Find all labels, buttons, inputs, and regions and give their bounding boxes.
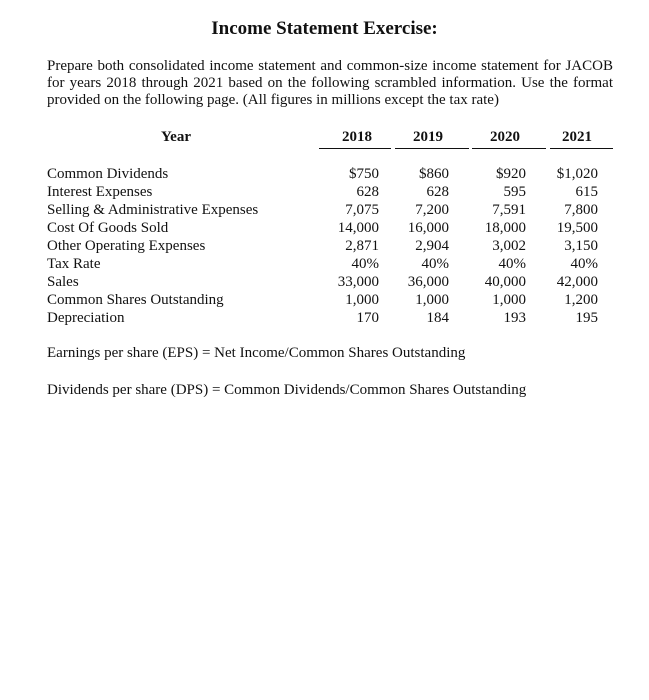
- cell-2021: 19,500: [556, 220, 598, 236]
- cell-2018: 7,075: [345, 202, 379, 218]
- table-row: [0, 255, 649, 273]
- cell-2019: $860: [419, 166, 449, 182]
- header-underline-2019: [395, 148, 469, 149]
- cell-2019: 628: [426, 184, 449, 200]
- cell-2020: 3,002: [492, 238, 526, 254]
- cell-2020: 40%: [498, 256, 526, 272]
- table-row: [0, 165, 649, 183]
- cell-2019: 184: [426, 310, 449, 326]
- eps-formula-note: Earnings per share (EPS) = Net Income/Common Shares Outstanding: [47, 345, 466, 361]
- cell-2020: 595: [503, 184, 526, 200]
- header-underline-2021: [550, 148, 613, 149]
- cell-2021: 1,200: [564, 292, 598, 308]
- cell-2018: 40%: [351, 256, 379, 272]
- row-label: Depreciation: [47, 310, 125, 326]
- cell-2019: 7,200: [415, 202, 449, 218]
- cell-2021: 42,000: [556, 274, 598, 290]
- row-label: Cost Of Goods Sold: [47, 220, 169, 236]
- cell-2018: 170: [356, 310, 379, 326]
- cell-2020: 40,000: [484, 274, 526, 290]
- table-row: [0, 309, 649, 327]
- row-label: Selling & Administrative Expenses: [47, 202, 259, 218]
- cell-2020: 1,000: [492, 292, 526, 308]
- header-underline-2018: [319, 148, 391, 149]
- row-label: Tax Rate: [47, 256, 101, 272]
- cell-2019: 2,904: [415, 238, 449, 254]
- header-underline-2020: [472, 148, 546, 149]
- cell-2021: 615: [575, 184, 598, 200]
- cell-2020: 193: [503, 310, 526, 326]
- table-row: [0, 201, 649, 219]
- cell-2019: 16,000: [407, 220, 449, 236]
- dps-formula-note: Dividends per share (DPS) = Common Dividends/Common Shares Outstanding: [47, 382, 527, 398]
- cell-2021: 195: [575, 310, 598, 326]
- page-title: Income Statement Exercise:: [211, 18, 438, 39]
- row-label: Sales: [47, 274, 79, 290]
- table-row: [0, 273, 649, 291]
- cell-2021: 3,150: [564, 238, 598, 254]
- year-header-2018: 2018: [342, 129, 372, 145]
- table-row: [0, 219, 649, 237]
- instructions-paragraph: Prepare both consolidated income statement and common-size income statement for JACOB for years 2018 through 2021 based on the following scrambled information. Use the format provided on the following page. (All figures in millions except the tax rate): [47, 58, 613, 108]
- row-label: Common Shares Outstanding: [47, 292, 224, 308]
- cell-2018: 14,000: [337, 220, 379, 236]
- table-row: [0, 291, 649, 309]
- cell-2021: $1,020: [556, 166, 598, 182]
- cell-2018: 628: [356, 184, 379, 200]
- table-row: [0, 183, 649, 201]
- row-label: Other Operating Expenses: [47, 238, 206, 254]
- cell-2020: 7,591: [492, 202, 526, 218]
- row-label: Common Dividends: [47, 166, 169, 182]
- cell-2020: 18,000: [484, 220, 526, 236]
- row-label: Interest Expenses: [47, 184, 153, 200]
- cell-2018: 33,000: [337, 274, 379, 290]
- year-header-2020: 2020: [490, 129, 520, 145]
- table-row: [0, 237, 649, 255]
- cell-2020: $920: [496, 166, 526, 182]
- cell-2021: 40%: [570, 256, 598, 272]
- year-header-2019: 2019: [413, 129, 443, 145]
- cell-2018: $750: [349, 166, 379, 182]
- cell-2018: 1,000: [345, 292, 379, 308]
- cell-2021: 7,800: [564, 202, 598, 218]
- cell-2019: 1,000: [415, 292, 449, 308]
- cell-2019: 40%: [421, 256, 449, 272]
- year-header: Year: [161, 129, 191, 145]
- cell-2018: 2,871: [345, 238, 379, 254]
- cell-2019: 36,000: [407, 274, 449, 290]
- year-header-2021: 2021: [562, 129, 592, 145]
